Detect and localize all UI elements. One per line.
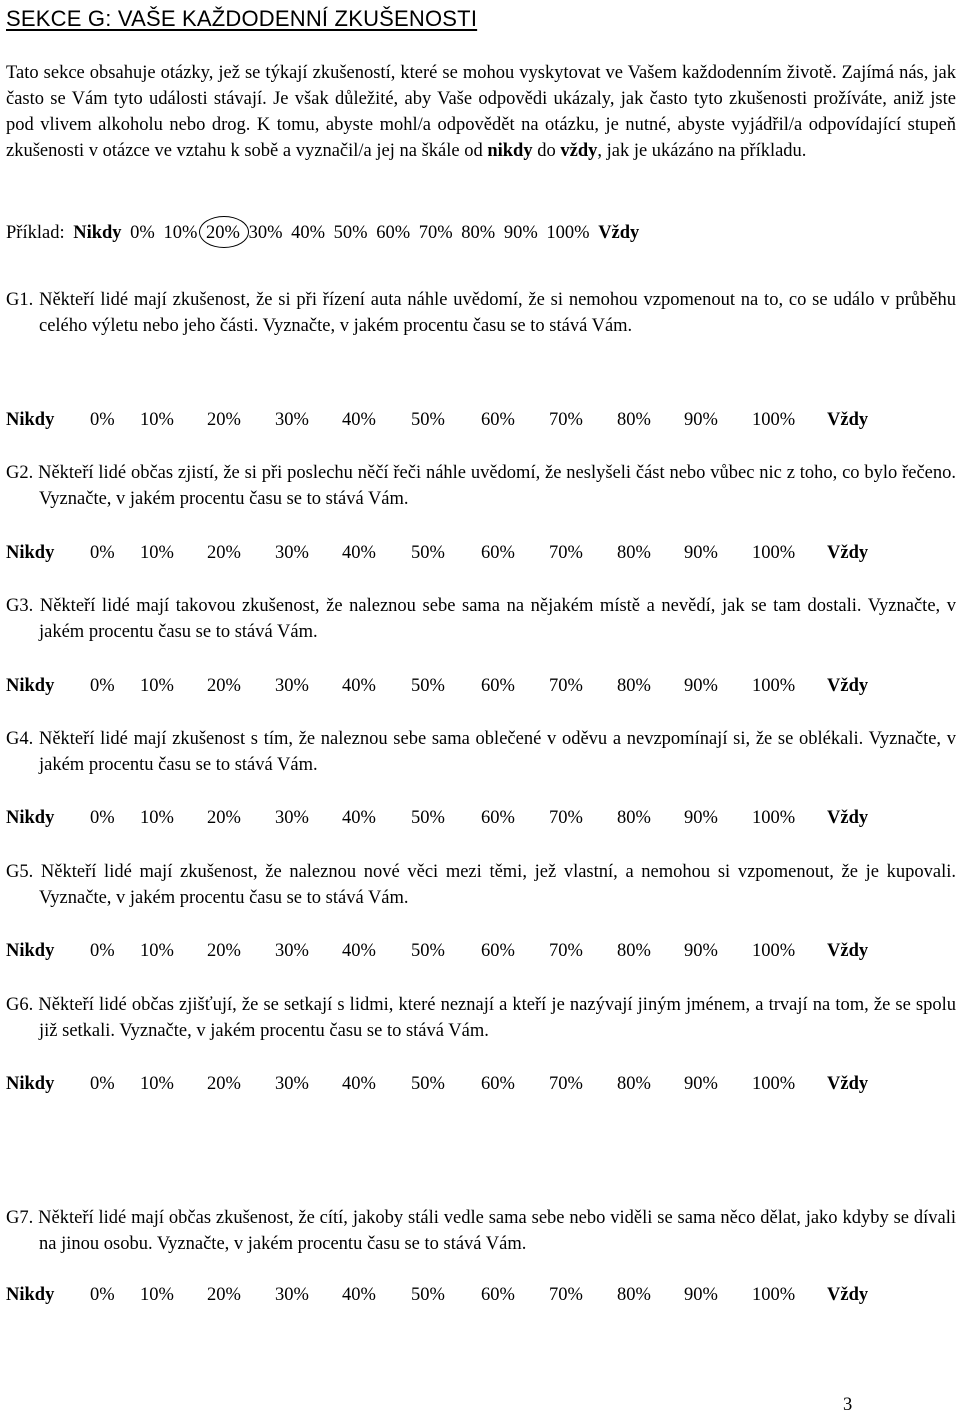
selection-circle <box>199 216 249 248</box>
scale-option[interactable]: 30% <box>275 543 309 563</box>
intro-text: Tato sekce obsahuje otázky, jež se týkají zkušeností, které se mohou vyskytovat ve Vašem každodenním životě. Zajímá nás, jak často se Vám tyto události stávají. Je však důležité, aby Vaše odpovědi ukázaly, jak často tyto zkušenosti prožíváte, aniž jste pod vlivem alkoholu nebo drog. K tomu, abyste mohl/a odpovědět na otázku, je nutné, abyste vyjádřil/a odpovídající stupeň zkušenosti v otázce ve vztahu k sobě a vyznačil/a jej na škále od <box>6 63 956 161</box>
example-scale <box>6 220 639 246</box>
scale-option[interactable]: 50% <box>411 941 445 961</box>
scale-option[interactable]: 30% <box>275 410 309 430</box>
scale-option[interactable]: 60% <box>481 1074 515 1094</box>
example-option: 10% <box>163 223 198 243</box>
scale-option[interactable]: 10% <box>140 410 174 430</box>
scale-option[interactable]: 100% <box>752 808 796 828</box>
scale-option[interactable]: 100% <box>752 1074 796 1094</box>
scale-option[interactable]: 0% <box>90 543 115 563</box>
scale-option[interactable]: 30% <box>275 1074 309 1094</box>
rating-scale-6 <box>6 1071 956 1097</box>
rating-scale-1 <box>6 407 956 433</box>
question-body: Někteří lidé občas zjišťují, že se setkají s lidmi, které neznají a kteří je nazývají jiným jménem, a trvají na tom, že se spolu již setkali. Vyznačte, v jakém procentu času se to stává Vám. <box>38 995 957 1041</box>
scale-option[interactable]: 0% <box>90 1074 115 1094</box>
scale-option[interactable]: 90% <box>684 941 718 961</box>
example-option: 50% <box>333 223 368 243</box>
question-text <box>6 1205 956 1257</box>
scale-option[interactable]: 40% <box>342 941 376 961</box>
scale-option[interactable]: 30% <box>275 676 309 696</box>
example-option: 40% <box>291 223 326 243</box>
section-title: SEKCE G: VAŠE KAŽDODENNÍ ZKUŠENOSTI <box>6 6 478 31</box>
scale-option[interactable]: 50% <box>411 676 445 696</box>
scale-option[interactable]: 0% <box>90 941 115 961</box>
scale-vzdy: Vždy <box>827 676 869 696</box>
question-number: G7. <box>6 1208 34 1228</box>
scale-option[interactable]: 0% <box>90 410 115 430</box>
scale-option[interactable]: 50% <box>411 543 445 563</box>
question-number: G5. <box>6 862 34 882</box>
scale-option[interactable]: 20% <box>207 543 241 563</box>
scale-option[interactable]: 10% <box>140 1285 174 1305</box>
scale-option[interactable]: 70% <box>549 410 583 430</box>
intro-text-end: , jak je ukázáno na příkladu. <box>597 141 807 161</box>
scale-option[interactable]: 80% <box>617 1074 651 1094</box>
scale-option[interactable]: 60% <box>481 676 515 696</box>
scale-nikdy: Nikdy <box>6 676 55 696</box>
scale-nikdy: Nikdy <box>6 941 55 961</box>
scale-option[interactable]: 20% <box>207 941 241 961</box>
scale-option[interactable]: 0% <box>90 676 115 696</box>
intro-paragraph <box>6 60 956 164</box>
question-number: G3. <box>6 596 34 616</box>
scale-option[interactable]: 90% <box>684 543 718 563</box>
scale-option[interactable]: 90% <box>684 1285 718 1305</box>
scale-option[interactable]: 20% <box>207 1074 241 1094</box>
scale-option[interactable]: 20% <box>207 808 241 828</box>
scale-option[interactable]: 40% <box>342 1285 376 1305</box>
scale-option[interactable]: 80% <box>617 1285 651 1305</box>
rating-scale-4 <box>6 805 956 831</box>
example-vzdy: Vždy <box>598 223 640 243</box>
scale-option[interactable]: 60% <box>481 808 515 828</box>
question-body: Někteří lidé mají zkušenost s tím, že naleznou sebe sama oblečené v oděvu a nevzpomínají si, že se oblékali. Vyznačte, v jakém procentu času se to stává Vám. <box>38 729 956 775</box>
example-option-selected: 20% <box>206 220 240 246</box>
scale-option[interactable]: 0% <box>90 808 115 828</box>
question-6 <box>6 992 956 1044</box>
scale-option[interactable]: 40% <box>342 543 376 563</box>
question-2 <box>6 460 956 512</box>
example-option: 60% <box>376 223 411 243</box>
rating-scale-2 <box>6 540 956 566</box>
scale-vzdy: Vždy <box>827 941 869 961</box>
scale-vzdy: Vždy <box>827 808 869 828</box>
scale-option[interactable]: 10% <box>140 941 174 961</box>
rating-scale-3 <box>6 673 956 699</box>
scale-nikdy: Nikdy <box>6 543 55 563</box>
question-text <box>6 726 956 778</box>
example-label: Příklad: <box>6 223 65 243</box>
question-body: Někteří lidé mají takovou zkušenost, že naleznou sebe sama na nějakém místě a nevědí, jak se tam dostali. Vyznačte, v jakém procentu času se to stává Vám. <box>39 596 957 642</box>
question-text <box>6 992 956 1044</box>
scale-option[interactable]: 40% <box>342 676 376 696</box>
example-option: 0% <box>130 223 155 243</box>
scale-option[interactable]: 90% <box>684 676 718 696</box>
example-option: 70% <box>418 223 453 243</box>
scale-option[interactable]: 60% <box>481 1285 515 1305</box>
scale-option[interactable]: 0% <box>90 1285 115 1305</box>
scale-option[interactable]: 80% <box>617 808 651 828</box>
scale-nikdy: Nikdy <box>6 1074 55 1094</box>
scale-vzdy: Vždy <box>827 543 869 563</box>
scale-option[interactable]: 70% <box>549 543 583 563</box>
scale-option[interactable]: 60% <box>481 543 515 563</box>
scale-option[interactable]: 40% <box>342 1074 376 1094</box>
example-option: 100% <box>546 223 590 243</box>
scale-option[interactable]: 30% <box>275 808 309 828</box>
scale-option[interactable]: 30% <box>275 1285 309 1305</box>
scale-option[interactable]: 10% <box>140 676 174 696</box>
question-number: G4. <box>6 729 34 749</box>
scale-option[interactable]: 100% <box>752 676 796 696</box>
scale-option[interactable]: 90% <box>684 410 718 430</box>
scale-option[interactable]: 70% <box>549 676 583 696</box>
scale-option[interactable]: 80% <box>617 410 651 430</box>
scale-option[interactable]: 10% <box>140 543 174 563</box>
question-text <box>6 859 956 911</box>
question-text <box>6 287 956 339</box>
scale-option[interactable]: 80% <box>617 941 651 961</box>
example-option: 30% <box>248 223 283 243</box>
scale-option[interactable]: 80% <box>617 676 651 696</box>
scale-vzdy: Vždy <box>827 410 869 430</box>
scale-option[interactable]: 30% <box>275 941 309 961</box>
scale-option[interactable]: 70% <box>549 941 583 961</box>
question-4 <box>6 726 956 778</box>
question-body: Někteří lidé mají zkušenost, že si při řízení auta náhle uvědomí, že si nemohou vzpomenout na to, co se událo v průběhu celého výletu nebo jeho části. Vyznačte, v jakém procentu času se to stává Vám. <box>39 290 957 336</box>
scale-option[interactable]: 100% <box>752 543 796 563</box>
scale-option[interactable]: 20% <box>207 1285 241 1305</box>
scale-option[interactable]: 50% <box>411 808 445 828</box>
example-option: 80% <box>461 223 496 243</box>
question-1 <box>6 287 956 339</box>
scale-nikdy: Nikdy <box>6 1285 55 1305</box>
scale-option[interactable]: 20% <box>207 676 241 696</box>
scale-option[interactable]: 100% <box>752 410 796 430</box>
scale-option[interactable]: 70% <box>549 808 583 828</box>
question-number: G2. <box>6 463 34 483</box>
scale-option[interactable]: 10% <box>140 808 174 828</box>
intro-vzdy: vždy <box>560 141 598 161</box>
question-body: Někteří lidé občas zjistí, že si při poslechu něčí řeči náhle uvědomí, že neslyšeli část nebo vůbec nic z toho, co bylo řečeno. Vyznačte, v jakém procentu času se to stává Vám. <box>38 463 957 509</box>
scale-option[interactable]: 100% <box>752 941 796 961</box>
question-text <box>6 460 956 512</box>
scale-vzdy: Vždy <box>827 1074 869 1094</box>
scale-nikdy: Nikdy <box>6 808 55 828</box>
question-number: G1. <box>6 290 34 310</box>
scale-option[interactable]: 100% <box>752 1285 796 1305</box>
scale-option[interactable]: 40% <box>342 410 376 430</box>
question-7 <box>6 1205 956 1257</box>
scale-vzdy: Vždy <box>827 1285 869 1305</box>
scale-option[interactable]: 60% <box>481 941 515 961</box>
question-5 <box>6 859 956 911</box>
rating-scale-5 <box>6 938 956 964</box>
scale-option[interactable]: 70% <box>549 1285 583 1305</box>
question-3 <box>6 593 956 645</box>
scale-option[interactable]: 50% <box>411 410 445 430</box>
scale-option[interactable]: 70% <box>549 1074 583 1094</box>
scale-option[interactable]: 50% <box>411 1074 445 1094</box>
scale-option[interactable]: 90% <box>684 808 718 828</box>
question-body: Někteří lidé mají občas zkušenost, že cítí, jakoby stáli vedle sama sebe nebo viděli se sama něco dělat, jako kdyby se dívali na jinou osobu. Vyznačte, v jakém procentu času se to stává Vám. <box>38 1208 957 1254</box>
example-nikdy: Nikdy <box>73 223 122 243</box>
question-number: G6. <box>6 995 34 1015</box>
page-number: 3 <box>843 1395 853 1415</box>
scale-option[interactable]: 60% <box>481 410 515 430</box>
scale-option[interactable]: 10% <box>140 1074 174 1094</box>
question-body: Někteří lidé mají zkušenost, že naleznou nové věci mezi těmi, jež vlastní, a nemohou si vzpomenout, že je kupovali. Vyznačte, v jakém procentu času se to stává Vám. <box>39 862 957 908</box>
scale-option[interactable]: 40% <box>342 808 376 828</box>
intro-do: do <box>532 141 561 161</box>
scale-option[interactable]: 50% <box>411 1285 445 1305</box>
example-option: 90% <box>503 223 538 243</box>
intro-nikdy: nikdy <box>487 141 533 161</box>
rating-scale-7 <box>6 1282 956 1308</box>
question-text <box>6 593 956 645</box>
scale-option[interactable]: 80% <box>617 543 651 563</box>
scale-option[interactable]: 20% <box>207 410 241 430</box>
scale-option[interactable]: 90% <box>684 1074 718 1094</box>
scale-nikdy: Nikdy <box>6 410 55 430</box>
